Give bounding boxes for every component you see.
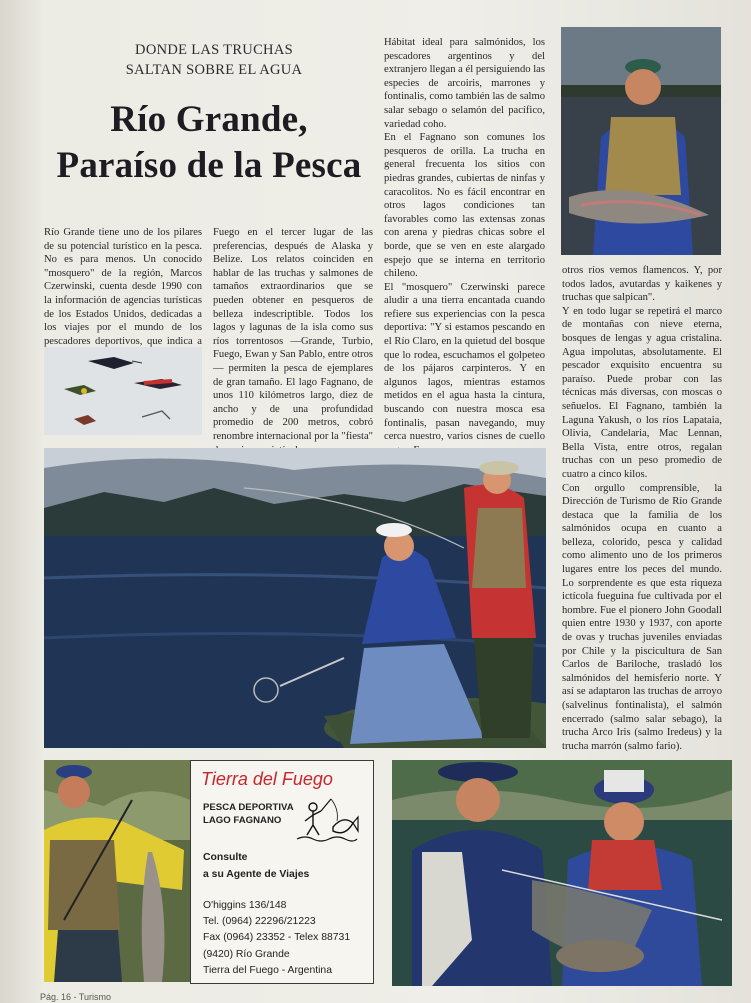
angler-holding-trout-photo [561,27,721,255]
article-column-1: Río Grande tiene uno de los pilares de su potencial turístico en la pesca. No es para menos. Un conocido "mosquero" de la región, Marcos Czerwinski, cuenta desde 1990 con la información de agencias turísticas de los Estados Unidos, dedicadas a los viajes por el mundo de los pescadores deportivos, que indica a [44,227,202,347]
page-footer: Pág. 16 - Turismo [40,992,112,1002]
angler-with-trout-photo [44,760,190,982]
article-column-3: Hábitat ideal para salmónidos, los pescadores argentinos y del extranjero llegan a él persiguiendo las especies de arcoiris, marrones y fontinalis, como también las de salmo salar sebago o selamón del pacífico, variedad coho. En el Fagnano son comunes los pesqueros de orilla. La trucha en general frecuenta los sitios con piedras grandes, cubiertas de ninfas y caracolitos. No es fácil encontrar en otros lagos condiciones tan favorables como las extensas zonas con arena y piedras chicas sobre el borde, que se ven en este alargado espejo que se interna en territorio chileno. El "mosquero" Czerwinski parece aludir a una tierra encantada cuando refiere sus experiencias con la pesca deportiva: "Y si estamos pescando en el Río Claro, en la quietud del bosque que lo rodea, escuchamos el golpeteo de los pájaros carpinteros. Y en algunos lagos, mientras estamos metidos en el agua hasta la cintura, buscando con nuestra mosca esa fontinalis, pasan navegando, muy cerca nuestro, varios cisnes de cuello [384,37,545,443]
article-title: Río Grande, Paraíso de la Pesca [56,99,362,186]
anglers-netting-fish-photo [392,760,732,986]
fishing-flies-photo [44,347,202,435]
ad-contact-info: O'higgins 136/148 Tel. (0964) 22296/21223 Fax (0964) 23352 - Telex 88731 (9420) Río Grande Tierra del Fuego - Argentina [203,900,351,976]
ad-brand: Tierra del Fuego [201,769,333,789]
article-kicker: DONDE LAS TRUCHAS SALTAN SOBRE EL AGUA [125,42,303,78]
article-column-4: otros ríos vemos flamencos. Y, por todos lados, avutardas y kaikenes y truchas que salpican". Y en todo lugar se repetirá el marco de montañas con nieve eterna, bosques de lengas y agua cristalina. Agua impolutas, absolutamente. El pescador exquisito encuentra su paraíso. Puede probar con las técnicas más diversas, con moscas o señuelos. El Fagnano, también la Laguna Yakush, o los ríos Lapataia, Olivia, Candelaria, Mac Lennan, Bella Vista, entre otros, regalan truchas con un peso promedio de cuatro a cinco kilos. Con orgullo comprensible, la Dirección de Turismo de Río Grande destaca que la familia de los salmónidos ocupa en cuanto a belleza, colorido, pesca y calidad como alimento uno de los primeros lugares entre los peces del mundo. Lo sorprendente es que esta riqueza ictícola fueguina fue cultivada por el hombre. Fue el pionero John Goodall quien entre 1930 y 1937, con aporte de ovas y truchas juveniles enviadas por Chile y la piscicultura de San Carlos de Bariloche, trasladó los salmónidos del hemisferio norte. Y así se adaptaron las truchas de arroyo (salvelinus fontinalista), el salmón encerrado (salmo salar sebago), la trucha Arco Iris (salmo Iredeus) y la trucha marrón (salmo fario). [562,265,722,752]
angler-with-fish-icon [295,797,359,843]
article-column-2: Fuego en el tercer lugar de las preferencias, después de Alaska y Belize. Los relatos coinciden en hablar de las truchas y salmones de tamaños extraordinarios que se pueden obtener en pesqueros de belleza indescriptible. Todos los lagos y lagunas de la isla como sus ríos torrentosos —Grande, Turbio, Fuego, Ewan y San Pablo, entre otros— permiten la pesca de ejemplares de gran tamaño. El lago Fagnano, de unos 110 kilómetros largo, diez de ancho y de una profundidad promedio de 200 metros, cobró renombre internacional por la "fiesta" [213,227,373,442]
ad-subtitle: PESCA DEPORTIVA LAGO FAGNANO [203,802,294,826]
ad-consult-text: Consulte a su Agente de Viajes [203,852,310,880]
boat-fishing-lake-photo [44,448,546,748]
tierra-del-fuego-ad [190,760,374,984]
